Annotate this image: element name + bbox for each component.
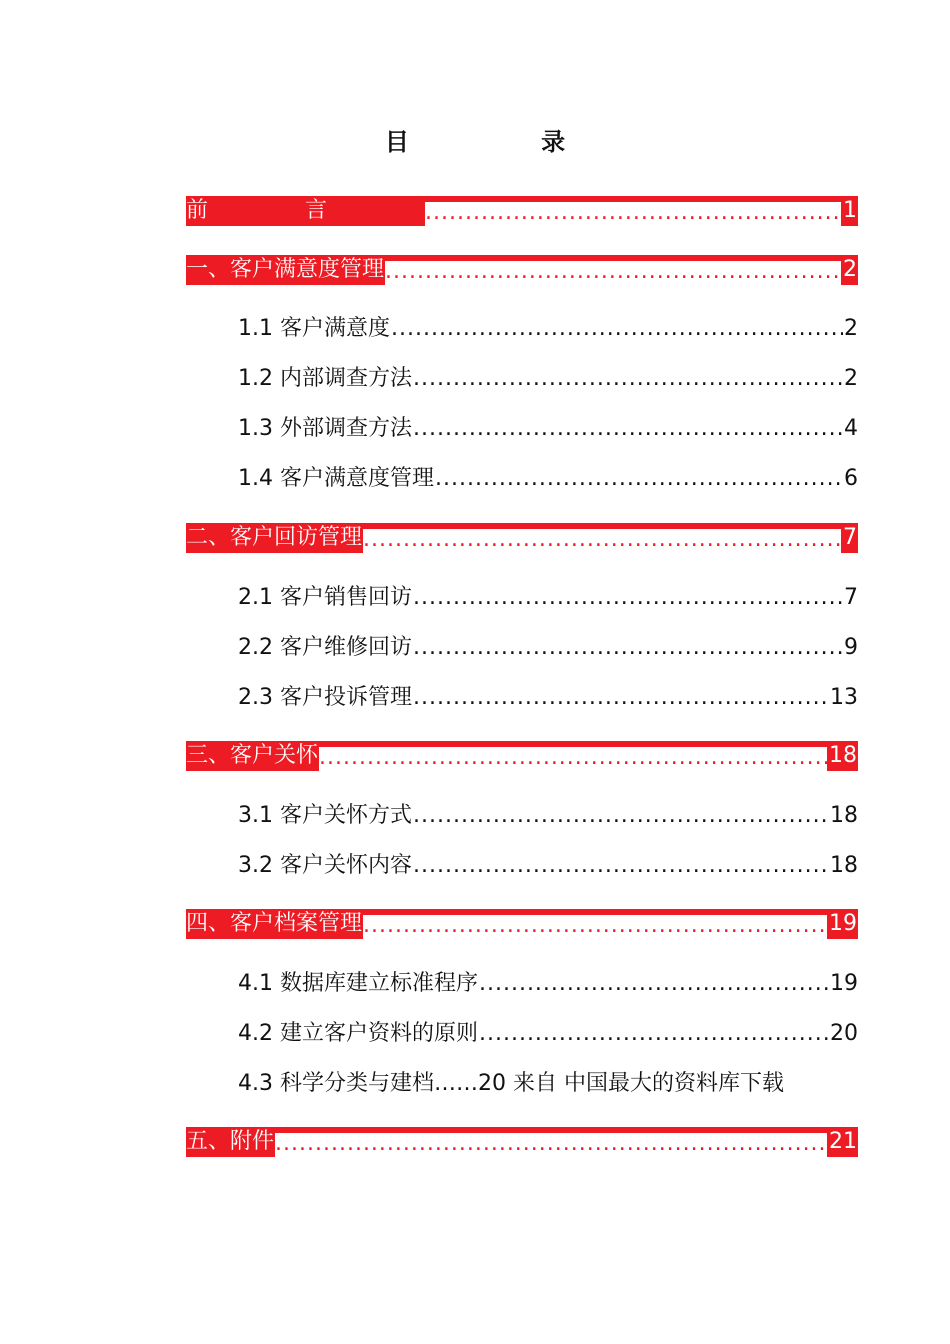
toc-dot-leader: [319, 747, 827, 771]
toc-page-number: 6: [844, 466, 858, 491]
page-title: 目 录: [384, 128, 628, 156]
toc-page-number: 21: [829, 1129, 857, 1154]
toc-dot-leader: [413, 683, 829, 713]
toc-section-entry[interactable]: [238, 633, 858, 663]
toc-page-number: 9: [844, 635, 858, 660]
toc-section-entry[interactable]: [238, 683, 858, 713]
toc-dot-leader: [413, 414, 843, 444]
toc-entry-label: 四、客户档案管理: [186, 911, 363, 936]
toc-chapter-entry[interactable]: [186, 255, 858, 285]
toc-section-entry[interactable]: [238, 414, 858, 444]
toc-page-number: 4: [844, 416, 858, 441]
toc-chapter-entry[interactable]: [186, 523, 858, 553]
toc-entry-label: 三、客户关怀: [186, 743, 319, 768]
toc-chapter-entry[interactable]: [186, 741, 858, 771]
toc-section-entry[interactable]: [238, 1069, 784, 1099]
toc-dot-leader: [413, 364, 843, 394]
toc-entry-label: 二、客户回访管理: [186, 525, 363, 550]
toc-dot-leader: [425, 202, 841, 226]
toc-page-number: 7: [844, 585, 858, 610]
toc-section-entry[interactable]: [238, 801, 858, 831]
toc-entry-label: 2.1 客户销售回访: [238, 585, 412, 610]
toc-chapter-entry[interactable]: [186, 196, 858, 226]
toc-entry-label: 2.3 客户投诉管理: [238, 685, 412, 710]
toc-dot-leader: [413, 583, 843, 613]
toc-entry-label: 1.3 外部调查方法: [238, 416, 412, 441]
toc-entry-label: 4.2 建立客户资料的原则: [238, 1021, 478, 1046]
toc-entry-label: 4.1 数据库建立标准程序: [238, 971, 478, 996]
toc-section-entry[interactable]: [238, 464, 858, 494]
toc-dot-leader: [435, 464, 843, 494]
toc-section-entry[interactable]: [238, 583, 858, 613]
toc-entry-label: 五、附件: [186, 1129, 275, 1154]
toc-dot-leader: [391, 314, 843, 344]
toc-chapter-entry[interactable]: [186, 909, 858, 939]
toc-chapter-entry[interactable]: [186, 1127, 858, 1157]
toc-entry-label: 前言: [186, 198, 425, 223]
toc-section-entry[interactable]: [238, 314, 858, 344]
toc-dot-leader: [413, 851, 829, 881]
toc-page-number: 19: [829, 911, 857, 936]
toc-section-entry[interactable]: [238, 969, 858, 999]
toc-dot-leader: [385, 261, 841, 285]
toc-section-entry[interactable]: [238, 1019, 858, 1049]
toc-dot-leader: [363, 529, 841, 553]
toc-entry-label: 一、客户满意度管理: [186, 257, 385, 282]
toc-page-number: 20: [830, 1021, 858, 1046]
toc-page-number: 18: [830, 803, 858, 828]
toc-entry-label: 3.2 客户关怀内容: [238, 853, 412, 878]
toc-dot-leader: [363, 915, 827, 939]
toc-page-number: 18: [829, 743, 857, 768]
toc-page-number: 1: [843, 198, 857, 223]
toc-section-entry[interactable]: [238, 364, 858, 394]
toc-page-number: 2: [844, 366, 858, 391]
toc-page-number: 18: [830, 853, 858, 878]
toc-entry-label: 1.4 客户满意度管理: [238, 466, 434, 491]
toc-dot-leader: [479, 969, 829, 999]
toc-entry-label: 2.2 客户维修回访: [238, 635, 412, 660]
toc-entry-label: 3.1 客户关怀方式: [238, 803, 412, 828]
toc-page-number: 2: [843, 257, 857, 282]
toc-page-number: 2: [844, 316, 858, 341]
toc-dot-leader: [275, 1133, 827, 1157]
toc-entry-label: 4.3 科学分类与建档……20 来自 中国最大的资料库下载: [238, 1071, 784, 1096]
toc-dot-leader: [413, 801, 829, 831]
toc-page-number: 7: [843, 525, 857, 550]
toc-page-number: 19: [830, 971, 858, 996]
toc-dot-leader: [413, 633, 843, 663]
toc-dot-leader: [479, 1019, 829, 1049]
toc-page-number: 13: [830, 685, 858, 710]
toc-entry-label: 1.2 内部调查方法: [238, 366, 412, 391]
toc-section-entry[interactable]: [238, 851, 858, 881]
toc-entry-label: 1.1 客户满意度: [238, 316, 390, 341]
